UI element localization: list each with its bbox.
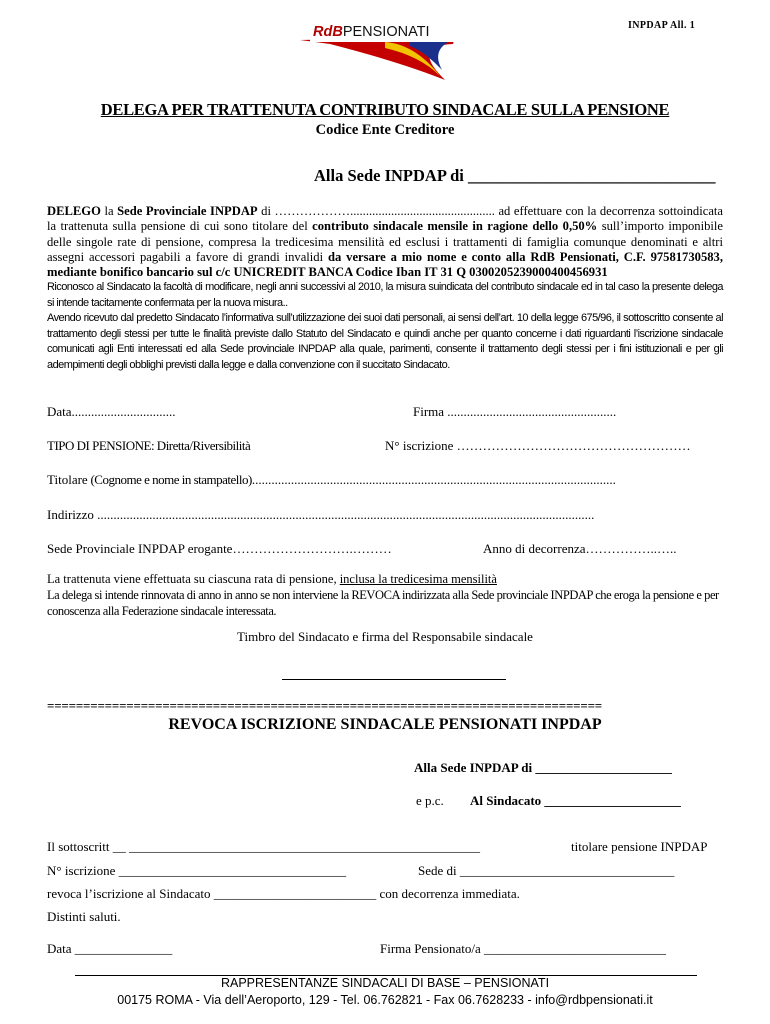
firma-field[interactable]: Firma .................................................... xyxy=(413,404,617,419)
revoca-al-sindacato[interactable]: Al Sindacato _____________________ xyxy=(470,793,681,808)
data-field[interactable]: Data................................ xyxy=(47,404,176,419)
revoca-sede-di[interactable]: Sede di _________________________________ xyxy=(418,863,675,878)
revoca-firma[interactable]: Firma Pensionato/a ____________________________ xyxy=(380,941,666,956)
note1-underlined: inclusa la tredicesima mensilità xyxy=(339,572,497,586)
indirizzo-field[interactable]: Indirizzo ......................................................................................................................................................... xyxy=(47,507,595,522)
revoca-data[interactable]: Data _______________ xyxy=(47,941,173,956)
p1-text2: sull’importo imponibile delle singole rate di pensione, compresa la tredicesima mensilità ed esclusi i trattamenti di famiglia comunque denominati e altri assegni accessori pagabili a favore di grandi invalidi xyxy=(47,219,723,264)
logo-wordmark xyxy=(313,24,430,40)
logo-pensionati: PENSIONATI xyxy=(342,24,430,40)
recipient-line[interactable]: Alla Sede INPDAP di ______________________________ xyxy=(314,166,716,185)
tipo-pensione-field[interactable]: TIPO DI PENSIONE: Diretta/Riversibilità xyxy=(47,438,251,453)
union-signature-line[interactable] xyxy=(282,679,506,680)
revoca-saluti: Distinti saluti. xyxy=(47,909,121,924)
revoca-ep-c: e p.c. xyxy=(416,793,444,808)
delego-keyword: DELEGO xyxy=(47,204,101,218)
p1-la: la xyxy=(100,204,118,218)
sede-provinciale: Sede Provinciale INPDAP xyxy=(117,204,258,218)
contributo-rate: contributo sindacale mensile in ragione dello 0,50% xyxy=(312,219,598,234)
delegation-text xyxy=(47,204,723,373)
delegation-paragraph xyxy=(47,204,723,280)
privacy-paragraph: Avendo ricevuto dal predetto Sindacato l’informativa sull’utilizzazione dei suoi dati personali, ai sensi dell’art. 10 della legge 675/96, il sottoscritto consente al trattamento degli stessi per tutte le finalità previste dallo Statuto del Sindacato e quindi anche per quanto concerne i dati riguardanti l’iscrizione sindacale comunicati agli Enti interessati ed alla Sede provinciale INPDAP alla quale, parimenti, consente il trattamento degli stessi per i fini istituzionali e per gli adempimenti degli obblighi previsti dalla legge e dalla convenzione con il succitato Sindacato. xyxy=(47,312,723,371)
revoca-statement[interactable]: revoca l’iscrizione al Sindacato _________________________ con decorrenza immediata. xyxy=(47,886,520,901)
note-rinnovo: La delega si intende rinnovata di anno in anno se non interviene la REVOCA indirizzata alla Sede provinciale INPDAP che eroga la pensione e per conoscenza alla Federazione sindacale interessata. xyxy=(47,588,719,618)
form-title: DELEGA PER TRATTENUTA CONTRIBUTO SINDACALE SULLA PENSIONE xyxy=(100,100,670,119)
iscrizione-field[interactable]: N° iscrizione ……………………………………………… xyxy=(385,438,691,453)
sede-erogante-field[interactable]: Sede Provinciale INPDAP erogante……………………….……… xyxy=(47,541,392,556)
titolare-hint: (Cognome e nome in stampatello) xyxy=(87,472,252,487)
revoca-title: REVOCA ISCRIZIONE SINDACALE PENSIONATI INPDAP xyxy=(168,716,602,733)
p1-text1: di ……………….............................................. ad effettuare con la decorrenza sottoindicata la trattenuta sulla pensione di cui sono titolare del xyxy=(47,204,723,234)
titolare-field[interactable] xyxy=(47,472,616,488)
section-separator: ============================================================================= xyxy=(47,698,602,713)
revoca-alla-sede[interactable]: Alla Sede INPDAP di _____________________ xyxy=(414,760,672,775)
note1-text: La trattenuta viene effettuata su ciascuna rata di pensione, xyxy=(47,572,340,586)
titolare-dots: ................................................................................................................ xyxy=(251,472,616,487)
note-tredicesima xyxy=(47,571,723,587)
form-subtitle: Codice Ente Creditore xyxy=(315,122,455,138)
document-reference: INPDAP All. 1 xyxy=(628,20,696,31)
revoca-titolare-pensione: titolare pensione INPDAP xyxy=(571,839,708,854)
timbro-caption: Timbro del Sindacato e firma del Responsabile sindacale xyxy=(237,629,533,644)
logo-rdb: RdB xyxy=(313,24,343,40)
bank-details: da versare a mio nome e conto alla RdB Pensionati, C.F. 97581730583, mediante bonifico bancario sul c/c UNICREDIT BANCA Codice Iban IT 31 Q 0300205239000400456931 xyxy=(47,249,723,280)
revoca-iscrizione[interactable]: N° iscrizione ___________________________________ xyxy=(47,863,347,878)
anno-decorrenza-field[interactable]: Anno di decorrenza……………..….. xyxy=(483,541,677,556)
notes xyxy=(47,571,723,619)
revoca-sottoscritto[interactable]: Il sottoscritt __ ______________________________________________________ xyxy=(47,839,480,854)
footer-organization: RAPPRESENTANZE SINDACALI DI BASE – PENSIONATI xyxy=(220,976,550,990)
titolare-label: Titolare xyxy=(47,472,88,487)
modification-paragraph: Riconosco al Sindacato la facoltà di modificare, negli anni successivi al 2010, la misura suindicata del contributo sindacale ed in tal caso la presente delega si intende tacitamente confermata per la nuova misura.. xyxy=(47,281,723,309)
footer-address: 00175 ROMA - Via dell’Aeroporto, 129 - Tel. 06.762821 - Fax 06.7628233 - info@rdbpensionati.it xyxy=(117,993,653,1007)
